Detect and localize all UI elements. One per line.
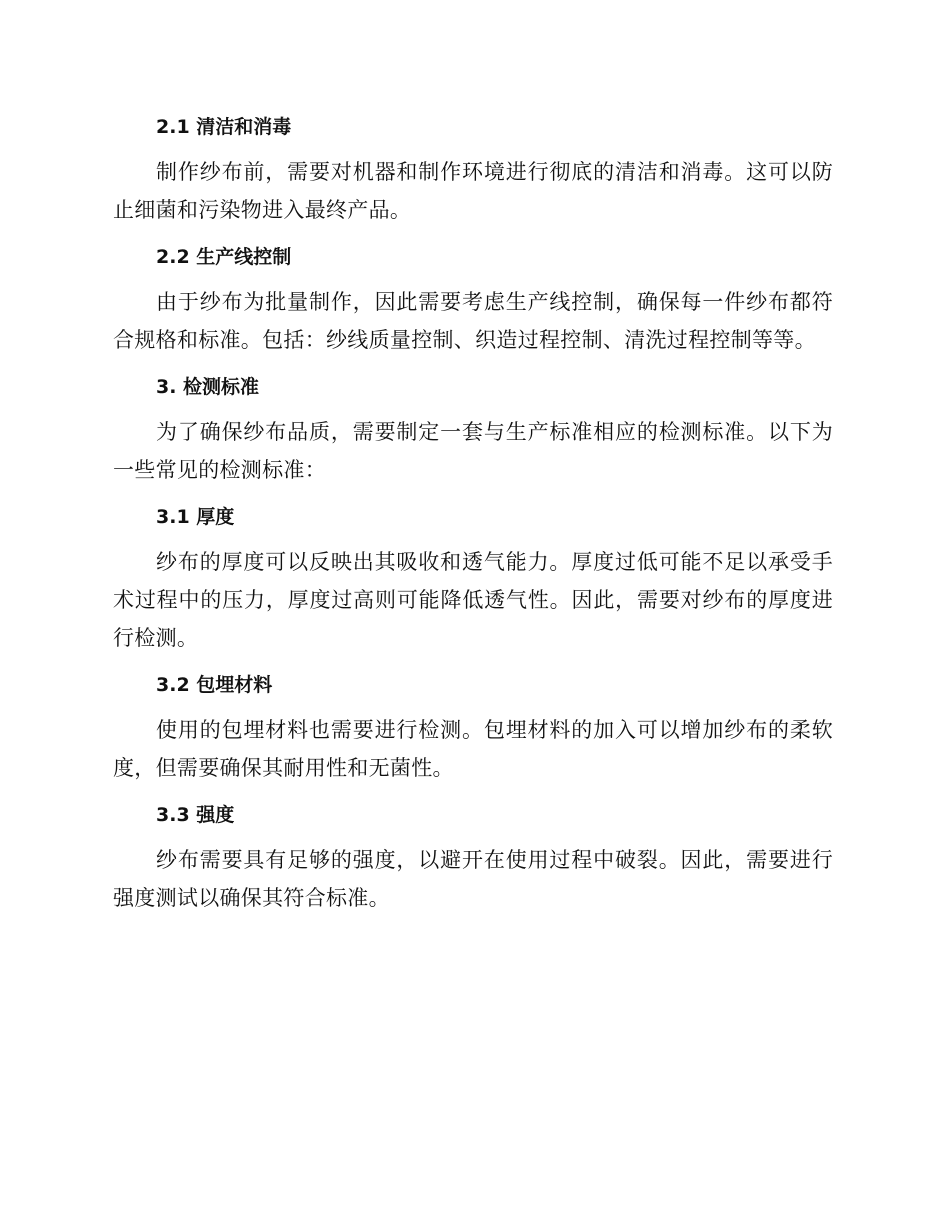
section-paragraph-3-3: 纱布需要具有足够的强度，以避开在使用过程中破裂。因此，需要进行强度测试以确保其符合标准。	[113, 848, 833, 910]
section-heading-2-1: 2.1 清洁和消毒	[156, 116, 292, 138]
document-body	[113, 108, 833, 926]
section-heading-3: 3. 检测标准	[156, 376, 260, 398]
section-heading-2-2: 2.2 生产线控制	[156, 246, 292, 268]
section-paragraph-3: 为了确保纱布品质，需要制定一套与生产标准相应的检测标准。以下为一些常见的检测标准：	[113, 420, 833, 482]
section-heading-3-3: 3.3 强度	[156, 804, 235, 826]
section-paragraph-2-1: 制作纱布前，需要对机器和制作环境进行彻底的清洁和消毒。这可以防止细菌和污染物进入最终产品。	[113, 160, 833, 222]
section-heading-3-2: 3.2 包埋材料	[156, 674, 273, 696]
section-paragraph-2-2: 由于纱布为批量制作，因此需要考虑生产线控制，确保每一件纱布都符合规格和标准。包括：纱线质量控制、织造过程控制、清洗过程控制等等。	[113, 290, 833, 352]
section-paragraph-3-1: 纱布的厚度可以反映出其吸收和透气能力。厚度过低可能不足以承受手术过程中的压力，厚度过高则可能降低透气性。因此，需要对纱布的厚度进行检测。	[113, 550, 833, 650]
section-heading-3-1: 3.1 厚度	[156, 506, 235, 528]
section-paragraph-3-2: 使用的包埋材料也需要进行检测。包埋材料的加入可以增加纱布的柔软度，但需要确保其耐用性和无菌性。	[113, 718, 833, 780]
